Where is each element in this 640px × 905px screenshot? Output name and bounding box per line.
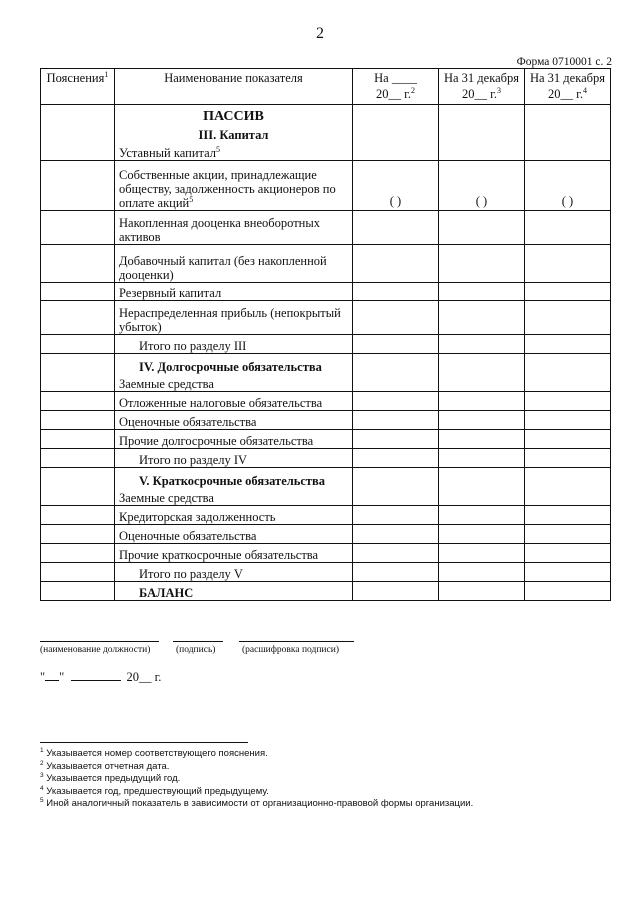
footnotes (40, 748, 473, 811)
section-title-long-term: IV. Долгосрочные обязательства (139, 359, 322, 374)
table-row (41, 430, 611, 449)
row-label: Собственные акции, принадлежащие обществу, задолженность акционеров по оплате акций$^5$ (115, 161, 353, 211)
header-year-before-previous: На 31 декабря 20__ г.$^4$ (525, 69, 611, 105)
table-row (41, 449, 611, 468)
table-row (41, 301, 611, 335)
signature-position-line (40, 641, 159, 642)
section-title-capital: III. Капитал (198, 127, 269, 142)
table-row (41, 563, 611, 582)
position-label: (наименование должности) (40, 645, 151, 655)
table-row (41, 392, 611, 411)
table-header-row (41, 69, 611, 105)
form-code: Форма 0710001 с. 2 (516, 56, 612, 68)
footnote-2: $^2$ Указывается отчетная дата. (40, 759, 170, 772)
row-label: Прочие краткосрочные обязательства (115, 544, 353, 563)
row-label-total: Итого по разделу IV (115, 449, 353, 468)
table-row (41, 211, 611, 245)
header-notes: Пояснения$^1$ (41, 69, 115, 105)
row-label: Резервный капитал (115, 283, 353, 301)
row-label: Нераспределенная прибыль (непокрытый убыток) (115, 301, 353, 335)
header-previous-year: На 31 декабря 20__ г.$^3$ (439, 69, 525, 105)
signature-date: " " 20__ г. (40, 670, 162, 684)
footnote-1: $^1$ Указывается номер соответствующего пояснения. (40, 746, 268, 759)
value-cell: ( ) (439, 161, 525, 211)
row-label: IV. Долгосрочные обязательства Заемные средства (115, 354, 353, 392)
row-label: Накопленная дооценка внеоборотных активов (115, 211, 353, 245)
row-label-total: Итого по разделу V (115, 563, 353, 582)
signature-decode-line (239, 641, 354, 642)
row-label-total: Итого по разделу III (115, 335, 353, 354)
table-row (41, 335, 611, 354)
table-row (41, 506, 611, 525)
balance-sheet-liabilities-table (40, 68, 611, 601)
footnote-4: $^4$ Указывается год, предшествующий предыдущему. (40, 784, 269, 797)
row-label: Прочие долгосрочные обязательства (115, 430, 353, 449)
row-label: ПАССИВ III. Капитал Уставный капитал$^5$ (115, 105, 353, 161)
row-label: Кредиторская задолженность (115, 506, 353, 525)
row-label: Добавочный капитал (без накопленной дооценки) (115, 245, 353, 283)
table-row (41, 544, 611, 563)
table-row (41, 161, 611, 211)
row-label-balance: БАЛАНС (115, 582, 353, 601)
table-row (41, 582, 611, 601)
sign-label: (подпись) (176, 645, 216, 655)
table-row (41, 245, 611, 283)
table-row (41, 411, 611, 430)
row-label: Оценочные обязательства (115, 525, 353, 544)
row-label: Оценочные обязательства (115, 411, 353, 430)
row-label: Отложенные налоговые обязательства (115, 392, 353, 411)
decode-label: (расшифровка подписи) (242, 645, 339, 655)
table-row (41, 468, 611, 506)
page-number: 2 (316, 25, 324, 42)
header-reporting-date: На ____ 20__ г.$^2$ (353, 69, 439, 105)
value-cell: ( ) (525, 161, 611, 211)
table-row (41, 105, 611, 161)
section-title-short-term: V. Краткосрочные обязательства (139, 473, 326, 488)
header-indicator-name: Наименование показателя (115, 69, 353, 105)
footnote-5: $^5$ Иной аналогичный показатель в зависимости от организационно-правовой формы организации. (40, 797, 474, 810)
value-cell: ( ) (353, 161, 439, 211)
row-label: V. Краткосрочные обязательства Заемные средства (115, 468, 353, 506)
table-row (41, 354, 611, 392)
signature-sign-line (173, 641, 223, 642)
footnote-separator (40, 742, 248, 743)
footnote-3: $^3$ Указывается предыдущий год. (40, 772, 181, 785)
section-title-passiv: ПАССИВ (203, 108, 264, 124)
table-row (41, 525, 611, 544)
table-row (41, 283, 611, 301)
